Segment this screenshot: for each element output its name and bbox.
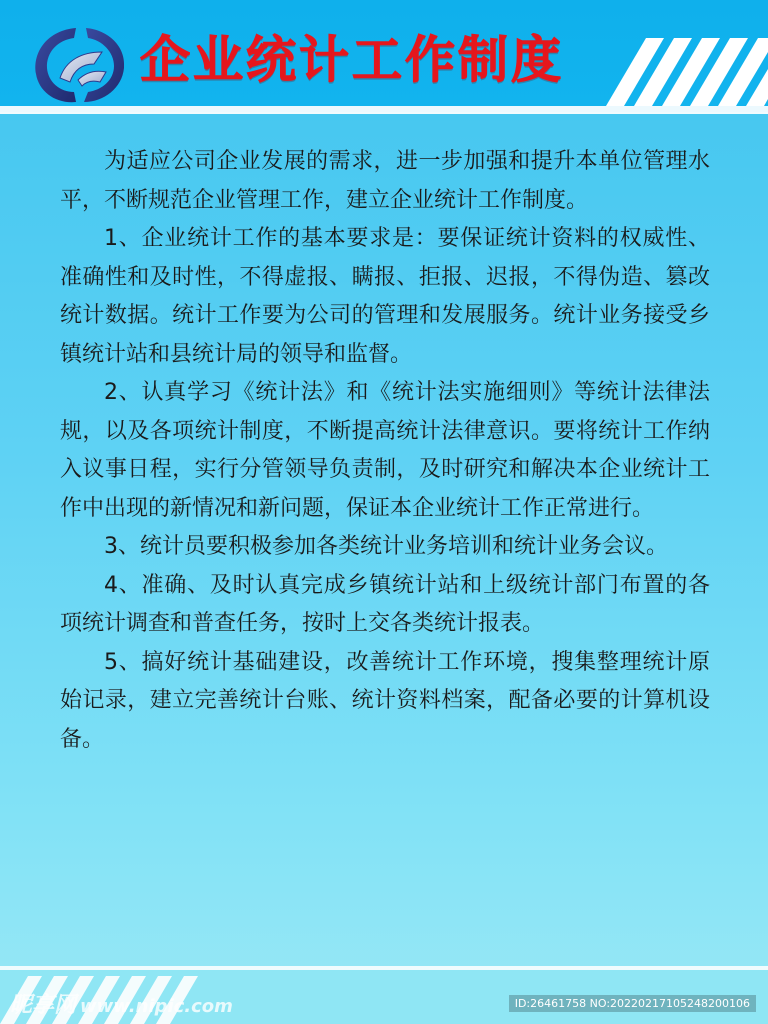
header-stripes-decoration: [558, 38, 768, 106]
rule-item-2: 2、认真学习《统计法》和《统计法实施细则》等统计法律法规，以及各项统计制度，不断提高统计法律意识。要将统计工作纳入议事日程，实行分管领导负责制，及时研究和解决本企业统计工作中出现的新情况和新问题，保证本企业统计工作正常进行。: [60, 380, 710, 521]
rule-item-1: 1、企业统计工作的基本要求是：要保证统计资料的权威性、准确性和及时性，不得虚报、瞒报、拒报、迟报，不得伪造、篡改统计数据。统计工作要为公司的管理和发展服务。统计业务接受乡镇统计站和县统计局的领导和监督。: [60, 226, 710, 367]
rule-item-4: 4、准确、及时认真完成乡镇统计站和上级统计部门布置的各项统计调查和普查任务，按时上交各类统计报表。: [60, 572, 710, 636]
image-id-label: ID:26461758 NO:20220217105248200106: [509, 995, 756, 1012]
header-divider: [0, 106, 768, 114]
page-title: 企业统计工作制度: [140, 31, 564, 89]
rule-item-5: 5、搞好统计基础建设，改善统计工作环境，搜集整理统计原始记录，建立完善统计台账、统计资料档案，配备必要的计算机设备。: [60, 649, 710, 752]
header-band: [0, 0, 768, 112]
company-logo-icon: [30, 22, 130, 106]
rule-item-3: 3、统计员要积极参加各类统计业务培训和统计业务会议。: [104, 534, 668, 559]
watermark: [10, 988, 233, 1019]
regulation-body: [60, 143, 710, 759]
watermark-brand: 昵享网: [10, 993, 77, 1018]
intro-paragraph: 为适应公司企业发展的需求，进一步加强和提升本单位管理水平，不断规范企业管理工作，建立企业统计工作制度。: [60, 149, 710, 213]
watermark-url: www.nipic.com: [80, 996, 233, 1017]
